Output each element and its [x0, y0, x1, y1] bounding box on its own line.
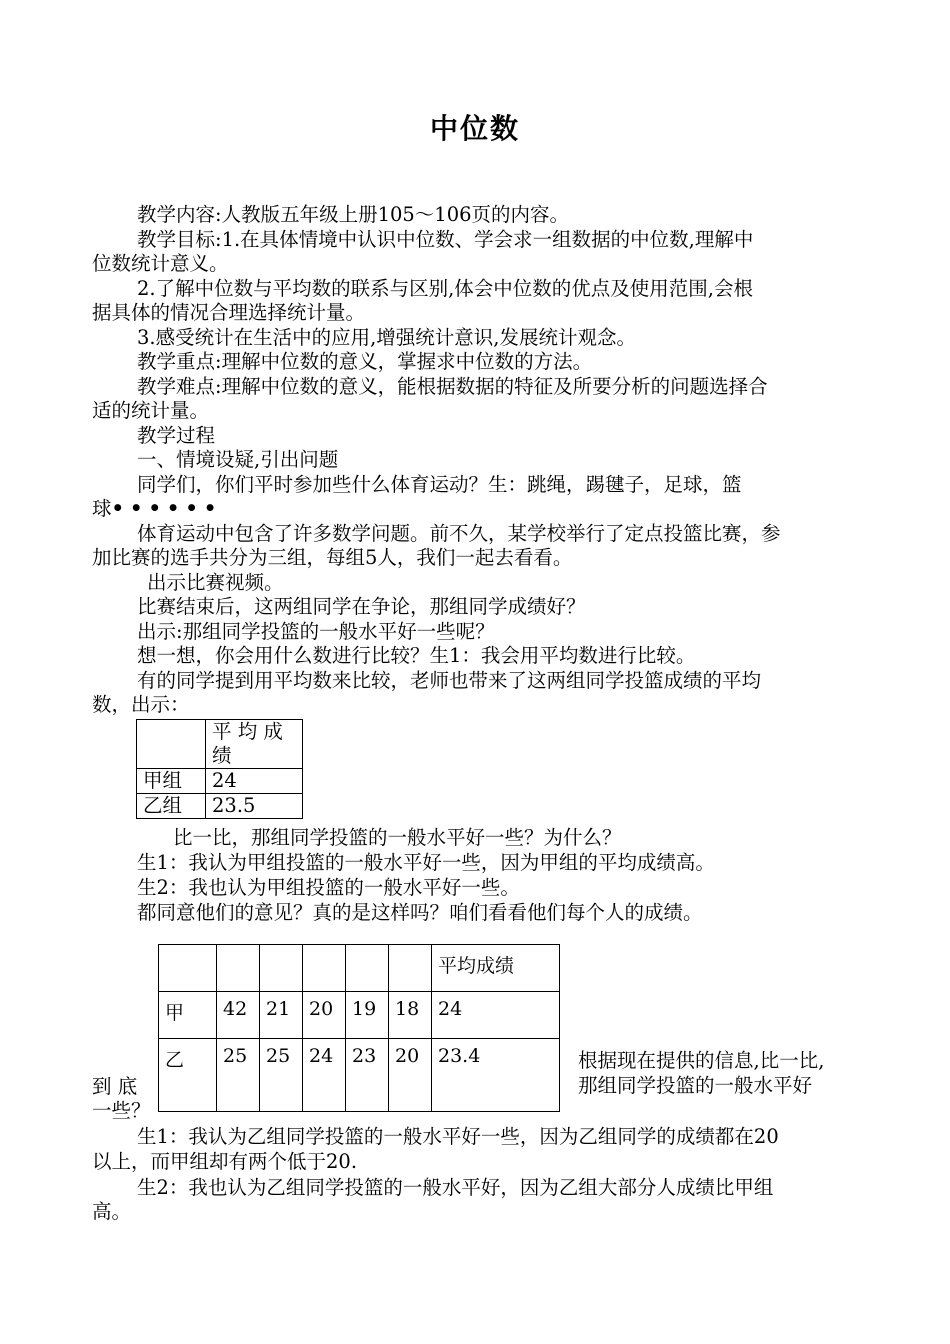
table-cell-group: 乙	[159, 1039, 217, 1112]
table-cell-score: 19	[346, 992, 389, 1039]
student-2-answer-b: 生2：我也认为乙组同学投篮的一般水平好，因为乙组大部分人成绩比甲组	[137, 1176, 774, 1199]
agree-question: 都同意他们的意见？真的是这样吗？咱们看看他们每个人的成绩。	[137, 901, 703, 924]
table-cell-group: 乙组	[137, 794, 206, 819]
table-cell-score: 18	[389, 992, 432, 1039]
bottom-question: 到 底	[92, 1075, 138, 1098]
table-row	[159, 945, 560, 992]
side-question: 根据现在提供的信息,比一比,	[578, 1049, 825, 1072]
table-row	[137, 769, 303, 794]
score-table	[158, 944, 560, 1112]
compare-question: 比一比，那组同学投篮的一般水平好一些？为什么？	[173, 826, 622, 849]
side-question-cont: 那组同学投篮的一般水平好	[578, 1074, 813, 1097]
difficulty: 教学难点:理解中位数的意义，能根据数据的特征及所要分析的问题选择合	[137, 375, 768, 398]
table-row	[159, 1039, 560, 1112]
debate-line: 比赛结束后，这两组同学在争论，那组同学成绩好？	[137, 595, 586, 618]
table-cell-score: 24	[303, 1039, 346, 1112]
teaching-goal-2-cont: 据具体的情况合理选择统计量。	[92, 301, 366, 324]
table-cell-empty	[159, 945, 217, 992]
table-cell-score: 25	[260, 1039, 303, 1112]
question-line: 同学们，你们平时参加些什么体育运动？生：跳绳，踢毽子，足球，篮	[137, 473, 742, 496]
table-cell-empty	[217, 945, 260, 992]
page-title: 中位数	[429, 112, 520, 145]
table-cell-score: 42	[217, 992, 260, 1039]
table-cell-average: 24	[432, 992, 560, 1039]
process-heading: 教学过程	[137, 424, 216, 447]
table-cell-score: 20	[303, 992, 346, 1039]
table-cell-score: 25	[217, 1039, 260, 1112]
difficulty-cont: 适的统计量。	[92, 399, 210, 422]
table-header-average: 平均成绩	[432, 945, 560, 992]
table-cell-score: 21	[260, 992, 303, 1039]
teaching-goal-1-cont: 位数统计意义。	[92, 252, 229, 275]
teaching-content: 教学内容:人教版五年级上册105～106页的内容。	[137, 203, 570, 226]
teaching-goal-1: 教学目标:1.在具体情境中认识中位数、学会求一组数据的中位数,理解中	[137, 228, 754, 251]
section-1-heading: 一、情境设疑,引出问题	[137, 448, 339, 471]
student-2-answer-b-cont: 高。	[92, 1200, 132, 1223]
student-1-answer: 生1：我认为甲组投篮的一般水平好一些，因为甲组的平均成绩高。	[137, 851, 715, 874]
table-cell-group: 甲组	[137, 769, 206, 794]
table-row	[137, 720, 303, 769]
paragraph-sports: 体育运动中包含了许多数学问题。前不久，某学校举行了定点投篮比赛，参	[137, 522, 781, 545]
average-table	[136, 719, 303, 819]
table-row	[159, 992, 560, 1039]
table-cell-group: 甲	[159, 992, 217, 1039]
table-cell-empty	[137, 720, 206, 769]
table-row	[137, 794, 303, 819]
table-cell-score: 20	[389, 1039, 432, 1112]
table-header-average: 平 均 成 绩	[206, 720, 303, 769]
table-cell-empty	[346, 945, 389, 992]
bottom-question-cont: 一些？	[92, 1099, 151, 1122]
table-cell-score: 23	[346, 1039, 389, 1112]
table-cell-value: 24	[206, 769, 303, 794]
table-cell-empty	[389, 945, 432, 992]
average-intro-cont: 数，出示：	[92, 693, 190, 716]
show-line: 出示:那组同学投篮的一般水平好一些呢？	[137, 620, 495, 643]
table-cell-empty	[260, 945, 303, 992]
student-1-answer-b-cont: 以上，而甲组却有两个低于20.	[92, 1150, 358, 1173]
question-line-end: 球	[92, 497, 112, 520]
video-note: 出示比赛视频。	[147, 571, 284, 594]
table-cell-value: 23.5	[206, 794, 303, 819]
think-line: 想一想，你会用什么数进行比较？生1：我会用平均数进行比较。	[137, 644, 696, 667]
key-point: 教学重点:理解中位数的意义，掌握求中位数的方法。	[137, 350, 593, 373]
student-1-answer-b: 生1：我认为乙组同学投篮的一般水平好一些，因为乙组同学的成绩都在20	[137, 1125, 779, 1148]
student-2-answer: 生2：我也认为甲组投篮的一般水平好一些。	[137, 876, 520, 899]
teaching-goal-2: 2.了解中位数与平均数的联系与区别,体会中位数的优点及使用范围,会根	[137, 277, 754, 300]
question-line-cont	[92, 497, 222, 521]
teaching-goal-3: 3.感受统计在生活中的应用,增强统计意识,发展统计观念。	[137, 326, 637, 349]
ellipsis-dots: ••••••	[111, 497, 223, 520]
paragraph-sports-cont: 加比赛的选手共分为三组，每组5人，我们一起去看看。	[92, 546, 573, 569]
table-cell-empty	[303, 945, 346, 992]
table-cell-average: 23.4	[432, 1039, 560, 1112]
average-intro: 有的同学提到用平均数来比较，老师也带来了这两组同学投篮成绩的平均	[137, 669, 762, 692]
